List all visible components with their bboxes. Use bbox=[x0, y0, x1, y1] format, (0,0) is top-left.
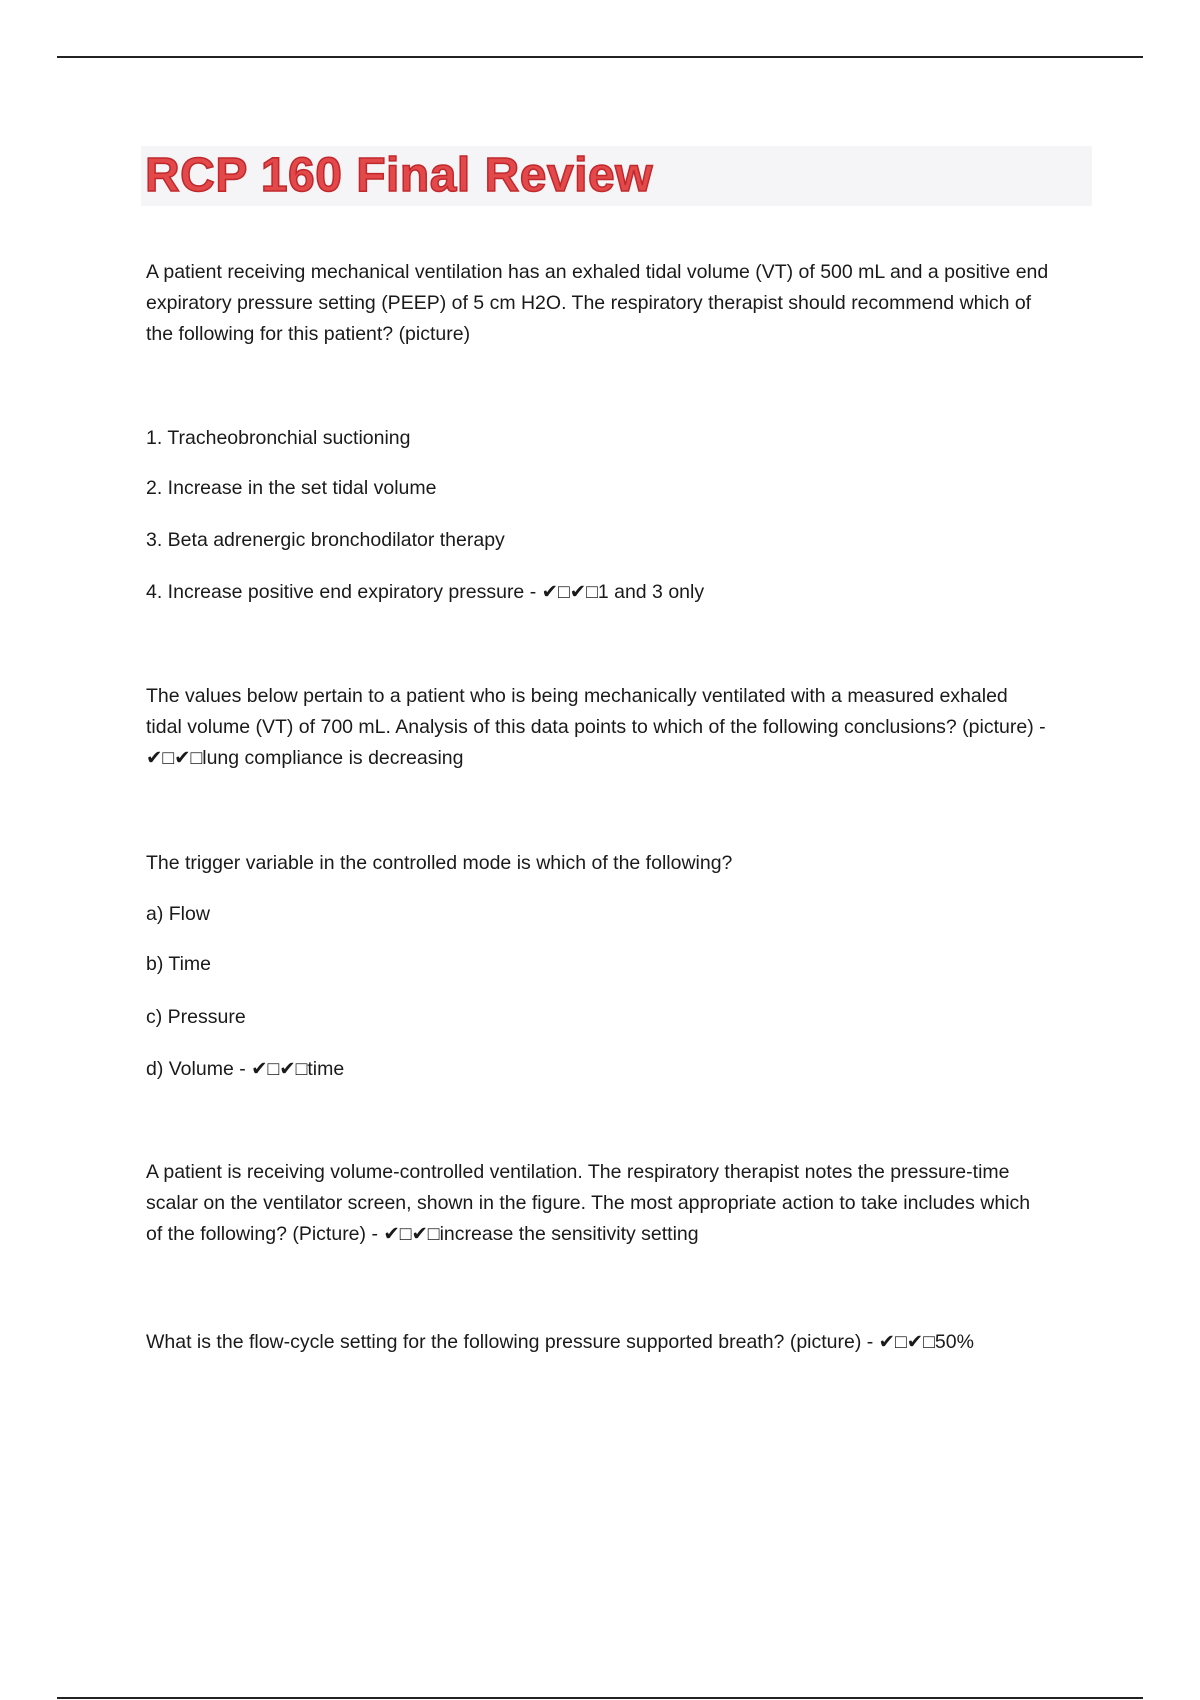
question-3-option-answer: d) Volume - ✔□✔□time bbox=[146, 1058, 345, 1080]
question-5-line: What is the flow-cycle setting for the following pressure supported breath? (picture) - ✔□✔□50% bbox=[146, 1331, 974, 1353]
question-4-line: A patient is receiving volume-controlled ventilation. The respiratory therapist notes the pressure-time bbox=[146, 1161, 1010, 1183]
question-5-text bbox=[146, 1327, 1096, 1358]
question-3-text bbox=[146, 848, 1096, 879]
document-title: RCP 160 Final Review bbox=[145, 149, 653, 202]
question-1-line: expiratory pressure setting (PEEP) of 5 cm H2O. The respiratory therapist should recommend which of bbox=[146, 292, 1032, 314]
footer-rule bbox=[57, 1697, 1143, 1699]
question-1-option: 1. Tracheobronchial suctioning bbox=[146, 427, 411, 449]
question-3-line: The trigger variable in the controlled mode is which of the following? bbox=[146, 852, 733, 874]
question-2-line: The values below pertain to a patient who is being mechanically ventilated with a measured exhaled bbox=[146, 685, 1008, 707]
question-3-option: c) Pressure bbox=[146, 1006, 246, 1028]
question-1-text bbox=[146, 257, 1096, 350]
question-2-text bbox=[146, 681, 1096, 774]
question-4-text bbox=[146, 1157, 1096, 1250]
question-2-line: ✔□✔□lung compliance is decreasing bbox=[146, 747, 464, 769]
question-4-line: scalar on the ventilator screen, shown in the figure. The most appropriate action to take includes which bbox=[146, 1192, 1031, 1214]
question-1-line: the following for this patient? (picture) bbox=[146, 323, 471, 345]
question-1-option: 3. Beta adrenergic bronchodilator therapy bbox=[146, 529, 505, 551]
question-1-option-answer: 4. Increase positive end expiratory pressure - ✔□✔□1 and 3 only bbox=[146, 581, 705, 603]
question-3-option: b) Time bbox=[146, 953, 212, 975]
question-1-line: A patient receiving mechanical ventilation has an exhaled tidal volume (VT) of 500 mL and a positive end bbox=[146, 261, 1049, 283]
question-1-option: 2. Increase in the set tidal volume bbox=[146, 477, 437, 499]
header-rule bbox=[57, 56, 1143, 58]
question-4-line: of the following? (Picture) - ✔□✔□increase the sensitivity setting bbox=[146, 1223, 699, 1245]
title-banner bbox=[141, 146, 1092, 206]
question-3-option: a) Flow bbox=[146, 903, 210, 925]
question-2-line: tidal volume (VT) of 700 mL. Analysis of this data points to which of the following conclusions? (picture) - bbox=[146, 716, 1046, 738]
